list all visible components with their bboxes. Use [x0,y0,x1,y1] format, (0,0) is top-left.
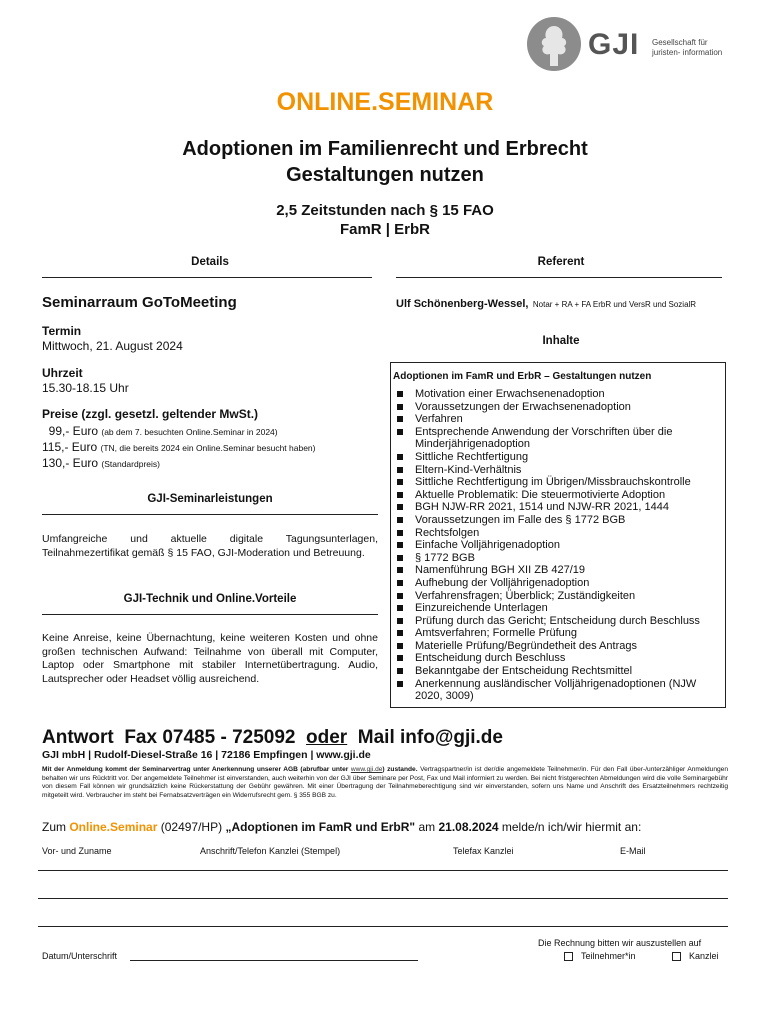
invoice-option-office[interactable] [672,951,719,961]
price-note: (ab dem 7. besuchten Online.Seminar in 2024) [101,427,278,437]
referent [396,294,696,312]
price-amount: 115,- Euro [42,440,98,454]
topic-list [393,388,719,703]
price-amount: 99,- Euro [48,424,99,438]
company-address: GJI mbH | Rudolf-Diesel-Straße 16 | 72186 Empfingen | www.gji.de [42,749,371,761]
hours: 2,5 Zeitstunden nach § 15 FAO [276,202,494,219]
details-rule [42,277,372,278]
referent-heading: Referent [537,256,585,268]
form-line-3[interactable] [38,926,728,927]
logo-wordmark: GJI [588,28,640,61]
logo [526,16,726,72]
checkbox-participant[interactable] [564,952,573,961]
legal-link[interactable]: www.gji.de [350,766,383,773]
leistungen-rule [42,514,378,515]
registration-line [42,820,641,834]
option-office-label: Kanzlei [689,951,719,961]
invoice-text: Die Rechnung bitten wir auszustellen auf [538,938,702,948]
technik-heading: GJI-Technik und Online.Vorteile [123,593,297,605]
checkbox-office[interactable] [672,952,681,961]
price-list [42,424,315,472]
preise-label: Preise (zzgl. gesetzl. geltender MwSt.) [42,407,259,421]
list-item: Anerkennung ausländischer Volljährigenadoptionen (NJW 2020, 3009) [393,678,719,703]
list-item: Aktuelle Problematik: Die steuermotivierte Adoption [393,489,719,502]
reg-online-seminar: Online.Seminar [69,820,158,834]
inhalte-box-title: Adoptionen im FamR und ErbR – Gestaltungen nutzen [393,371,652,382]
uhrzeit-value: 15.30-18.15 Uhr [42,381,129,395]
list-item: Bekanntgabe der Entscheidung Rechtsmittel [393,665,719,678]
list-item: BGH NJW-RR 2021, 1514 und NJW-RR 2021, 1444 [393,501,719,514]
price-row [42,424,315,440]
legal-text [42,766,728,800]
seminar-kicker: ONLINE.SEMINAR [276,88,494,116]
list-item: Entsprechende Anwendung der Vorschriften über die Minderjährigenadoption [393,426,719,451]
list-item: Einfache Volljährigenadoption [393,539,719,552]
reg-zum: Zum [42,820,66,834]
list-item: Sittliche Rechtfertigung [393,451,719,464]
title-line-2: Gestaltungen nutzen [286,164,484,186]
page-title [0,136,770,188]
leistungen-heading: GJI-Seminarleistungen [147,493,273,505]
invoice-option-participant[interactable] [564,951,636,961]
col-fax-label: Telefax Kanzlei [453,846,514,856]
option-participant-label: Teilnehmer*in [581,951,636,961]
price-note: (TN, die bereits 2024 ein Online.Seminar besucht haben) [100,443,316,453]
list-item: Eltern-Kind-Verhältnis [393,464,719,477]
reg-tail: melde/n ich/wir hiermit an: [501,820,642,834]
termin-label: Termin [42,324,82,338]
list-item: Voraussetzungen im Falle des § 1772 BGB [393,514,719,527]
details-heading: Details [191,256,229,268]
reg-date: 21.08.2024 [438,820,499,834]
reg-title: „Adoptionen im FamR und ErbR" [225,820,416,834]
inhalte-heading: Inhalte [542,335,580,347]
list-item: Aufhebung der Volljährigenadoption [393,577,719,590]
areas: FamR | ErbR [339,221,431,238]
signature-label: Datum/Unterschrift [42,951,118,961]
list-item: Prüfung durch das Gericht; Entscheidung durch Beschluss [393,615,719,628]
inhalte-box [390,362,726,708]
legal-bold: Mit der Anmeldung kommt der Seminarvertrag unter Anerkennung unserer AGB (abrufbar unter [42,766,349,773]
list-item: Verfahrensfragen; Überblick; Zuständigkeiten [393,590,719,603]
legal-bold-2: ) zustande. [382,766,418,773]
list-item: Sittliche Rechtfertigung im Übrigen/Missbrauchskontrolle [393,476,719,489]
list-item: Amtsverfahren; Formelle Prüfung [393,627,719,640]
form-line-2[interactable] [38,898,728,899]
reg-am: am [418,820,436,834]
answer-fax: Fax 07485 - 725092 [124,727,296,748]
col-name-label: Vor- und Zuname [42,846,112,856]
title-line-1: Adoptionen im Familienrecht und Erbrecht [182,138,588,160]
list-item: Voraussetzungen der Erwachsenenadoption [393,401,719,414]
legal-rest: Vertragspartner/in ist der/die angemeldete Teilnehmer/in. Für den Fall über-/unterzähliger Anmeldungen behalten wir uns Rücktritt vor. Der angemeldete Teilnehmer ist einverstanden, auch weiterhin von der GJI über Seminare per Post, Fax und Mail informiert zu werden. Bei nicht fristgerechten Abmeldungen wird die volle Seminargebühr von diesem Fall können wir grundsätzlich keine Rückerstattung der Gebühr gewähren. Mit einer Übertragung der Teilnahmeberechtigung sind wir einverstanden, sofern uns Name und Anschrift des Ersatzteilnehmers rechtzeitig mitgeteilt wird. Verbraucher im steht bei Fernabsatzverträgen ein Widerrufsrecht gem. § 355 BGB zu. [42,766,729,799]
price-row [42,456,315,472]
list-item: Materielle Prüfung/Begründetheit des Antrags [393,640,719,653]
technik-text: Keine Anreise, keine Übernachtung, keine weiteren Kosten und ohne großen technischen Aufwand: Teilnahme von überall mit Computer, Laptop oder Smartphone mit stabiler Internetübertragung. Audio, Lautsprecher oder Headset völlig ausreichend. [42,632,378,685]
technik-rule [42,614,378,615]
answer-mail[interactable]: Mail info@gji.de [357,727,503,748]
reg-code: (02497/HP) [160,820,223,834]
uhrzeit-label: Uhrzeit [42,366,83,380]
col-email-label: E-Mail [620,846,646,856]
referent-name: Ulf Schönenberg-Wessel, [396,298,529,310]
price-row [42,440,315,456]
termin-value: Mittwoch, 21. August 2024 [42,339,183,353]
logo-tagline-2: juristen- information [652,48,723,57]
logo-mark-icon [526,16,582,72]
price-amount: 130,- Euro [42,456,99,470]
referent-title: Notar + RA + FA ErbR und VersR und SozialR [532,300,697,309]
list-item: Namenführung BGH XII ZB 427/19 [393,564,719,577]
list-item: Einzureichende Unterlagen [393,602,719,615]
list-item: Verfahren [393,413,719,426]
list-item: Entscheidung durch Beschluss [393,652,719,665]
col-address-label: Anschrift/Telefon Kanzlei (Stempel) [200,846,341,856]
answer-line [42,727,503,749]
form-line-1[interactable] [38,870,728,871]
answer-prefix: Antwort [42,727,114,748]
referent-rule [396,277,722,278]
leistungen-text: Umfangreiche und aktuelle digitale Tagungsunterlagen, Teilnahmezertifikat gemäß § 15 FAO, GJI-Moderation und Betreuung. [42,533,378,559]
list-item: § 1772 BGB [393,552,719,565]
price-note: (Standardpreis) [101,459,160,469]
list-item: Rechtsfolgen [393,527,719,540]
logo-tagline-1: Gesellschaft für [652,38,708,47]
venue: Seminarraum GoToMeeting [42,294,237,311]
signature-line[interactable] [130,960,418,961]
answer-oder: oder [306,727,348,748]
list-item: Motivation einer Erwachsenenadoption [393,388,719,401]
